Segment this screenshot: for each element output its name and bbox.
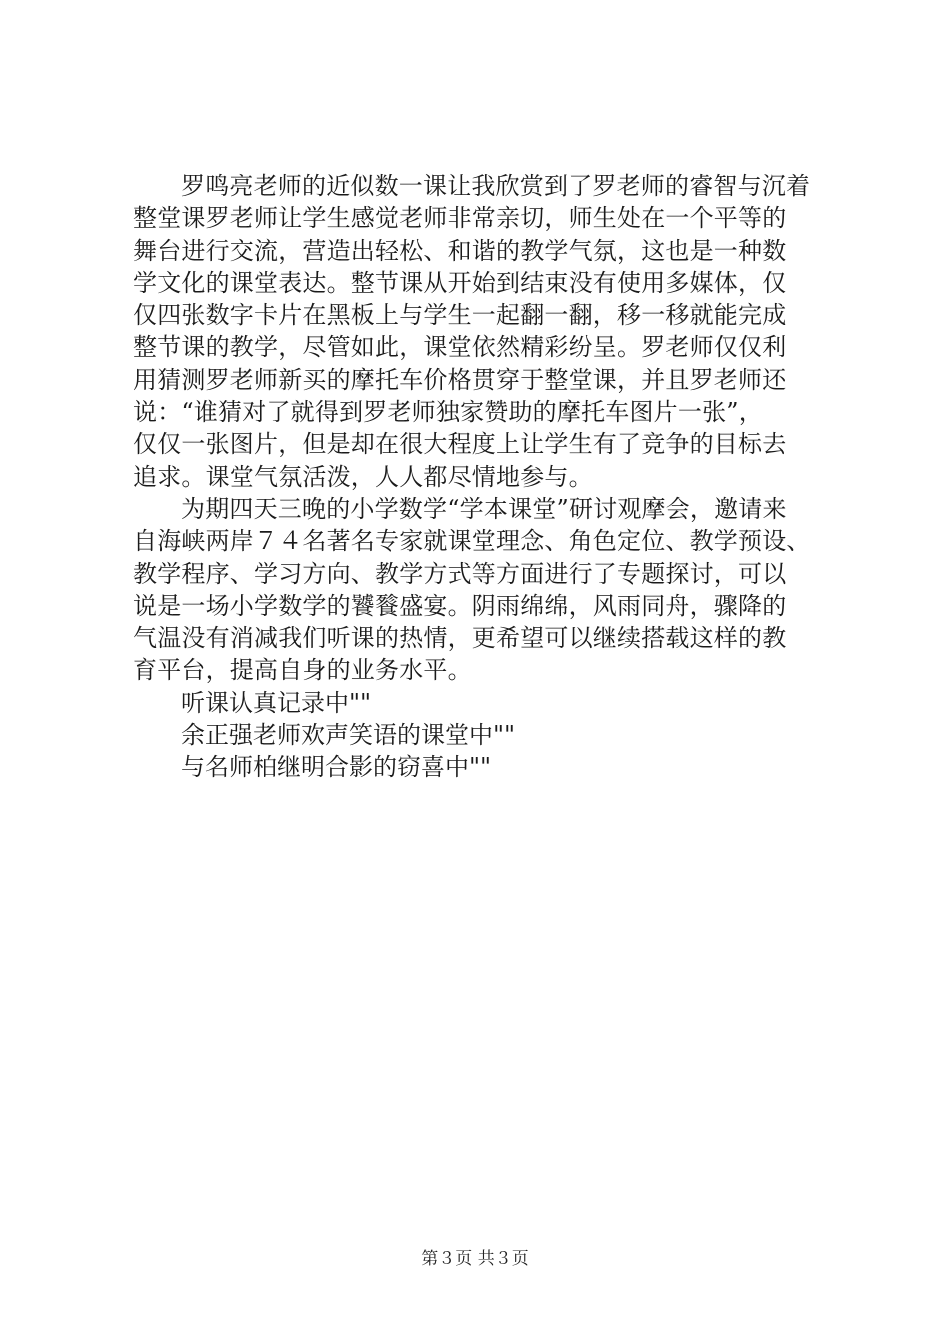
photo-caption: 余正强老师欢声笑语的课堂中"" [181, 721, 516, 750]
document-body [133, 170, 833, 784]
text-line: 仅仅一张图片，但是却在很大程度上让学生有了竞争的目标去 [133, 430, 787, 459]
text-line: 整堂课罗老师让学生感觉老师非常亲切，师生处在一个平等的 [133, 204, 787, 233]
photo-caption: 与名师柏继明合影的窃喜中"" [181, 753, 492, 782]
text-line: 仅四张数字卡片在黑板上与学生一起翻一翻，移一移就能完成 [133, 301, 787, 330]
photo-captions [133, 687, 833, 784]
text-line: 气温没有消减我们听课的热情，更希望可以继续搭载这样的教 [133, 624, 787, 653]
text-line: 自海峡两岸７４名著名专家就课堂理念、角色定位、教学预设、 [133, 527, 811, 556]
text-line: 说是一场小学数学的饕餮盛宴。阴雨绵绵，风雨同舟，骤降的 [133, 591, 787, 620]
text-line: 说：“谁猜对了就得到罗老师独家赞助的摩托车图片一张”， [133, 398, 763, 427]
text-line: 舞台进行交流，营造出轻松、和谐的教学气氛，这也是一种数 [133, 236, 787, 265]
text-line: 为期四天三晚的小学数学“学本课堂”研讨观摩会，邀请来 [181, 494, 787, 523]
text-line: 罗鸣亮老师的近似数一课让我欣赏到了罗老师的睿智与沉着 [181, 172, 811, 200]
page-footer [0, 1244, 950, 1269]
page-number-label: 第３页 共３页 [421, 1249, 529, 1269]
paragraph-2 [133, 493, 833, 687]
text-line: 整节课的教学，尽管如此，课堂依然精彩纷呈。罗老师仅仅利 [133, 333, 787, 362]
text-line: 用猜测罗老师新买的摩托车价格贯穿于整堂课，并且罗老师还 [133, 365, 787, 394]
photo-caption: 听课认真记录中"" [181, 688, 372, 717]
paragraph-1 [133, 170, 833, 493]
text-line: 教学程序、学习方向、教学方式等方面进行了专题探讨，可以 [133, 559, 787, 588]
text-line: 学文化的课堂表达。整节课从开始到结束没有使用多媒体，仅 [133, 268, 787, 297]
text-line: 育平台，提高自身的业务水平。 [133, 656, 472, 685]
text-line: 追求。课堂气氛活泼，人人都尽情地参与。 [133, 462, 593, 491]
